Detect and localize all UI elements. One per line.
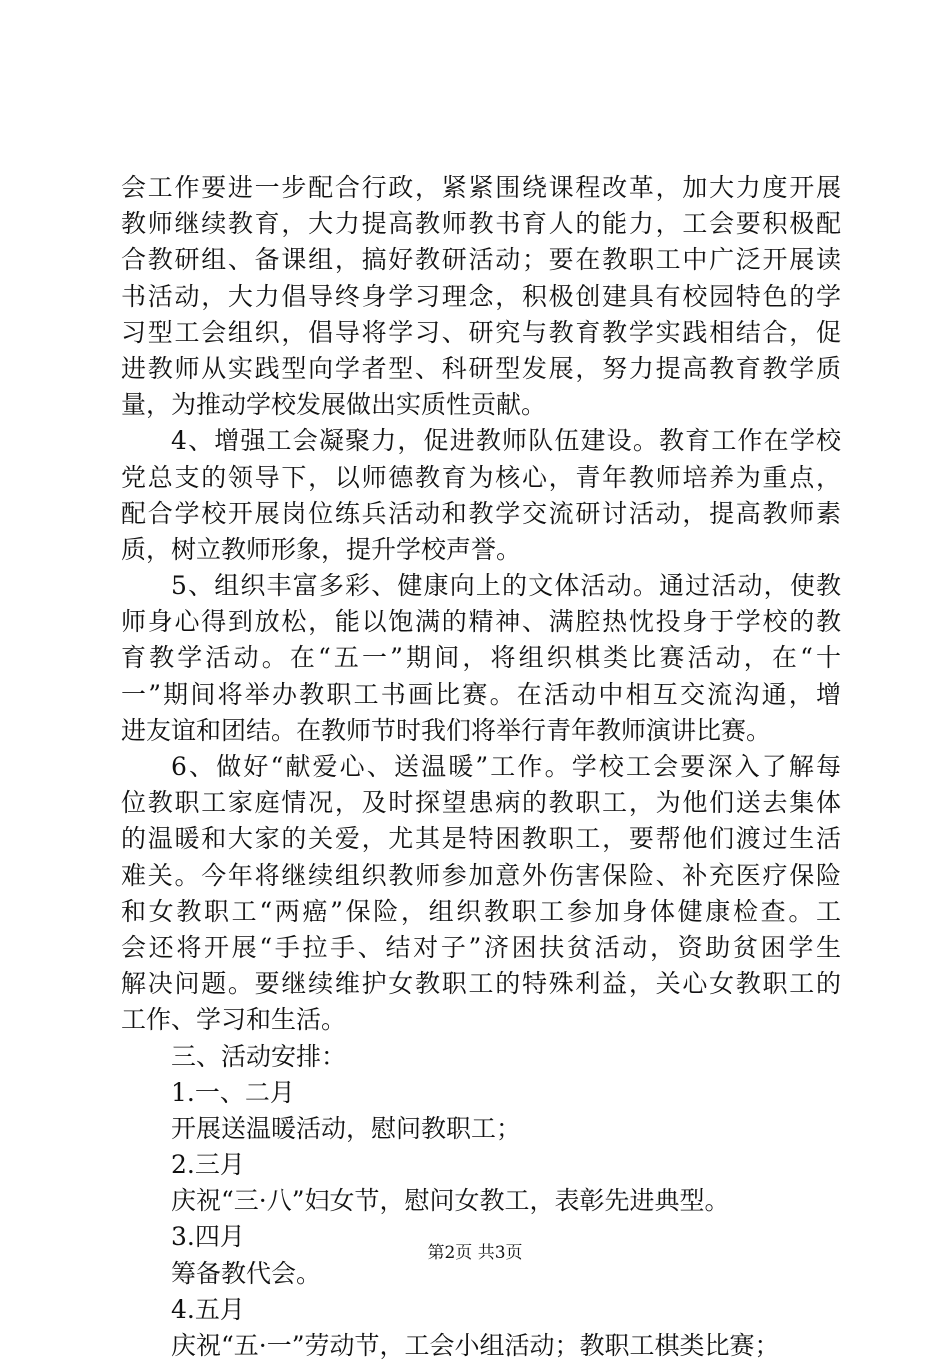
text-line: 一”期间将举办教职工书画比赛。在活动中相互交流沟通，增 (121, 679, 841, 709)
text-line: 习型工会组织，倡导将学习、研究与教育教学实践相结合，促 (121, 317, 841, 347)
text-line: 会还将开展“手拉手、结对子”济困扶贫活动，资助贫困学生 (121, 932, 841, 962)
text-line: 进教师从实践型向学者型、科研型发展，努力提高教育教学质 (121, 353, 841, 383)
text-line: 教师继续教育，大力提高教师教书育人的能力，工会要积极配 (121, 209, 841, 239)
schedule-activity: 开展送温暖活动，慰问教职工； (171, 1113, 522, 1143)
schedule-activity: 庆祝“五·一”劳动节，工会小组活动；教职工棋类比赛； (171, 1331, 780, 1360)
text-line: 的温暖和大家的关爱，尤其是特困教职工，要帮他们渡过生活 (121, 824, 841, 854)
schedule-activity: 筹备教代会。 (171, 1258, 322, 1288)
text-line: 进友谊和团结。在教师节时我们将举行青年教师演讲比赛。 (121, 715, 772, 745)
section-heading: 三、活动安排： (171, 1041, 347, 1071)
text-line: 量，为推动学校发展做出实质性贡献。 (121, 390, 547, 420)
schedule-month-label: 2.三月 (171, 1150, 245, 1180)
paragraph-item-6-heading: 6、做好“献爱心、送温暖”工作。学校工会要深入了解每 (171, 752, 841, 781)
schedule-month-label: 4.五月 (171, 1294, 245, 1324)
schedule-month-label: 3.四月 (171, 1222, 245, 1252)
text-line: 工作、学习和生活。 (121, 1005, 347, 1035)
text-line: 难关。今年将继续组织教师参加意外伤害保险、补充医疗保险 (121, 860, 841, 890)
schedule-month-label: 1.一、二月 (171, 1077, 295, 1107)
paragraph-item-4-heading: 4、增强工会凝聚力，促进教师队伍建设。教育工作在学校 (171, 426, 841, 456)
page-number: 第2页 共3页 (427, 1243, 523, 1263)
text-line: 和女教职工“两癌”保险，组织教职工参加身体健康检查。工 (121, 896, 841, 926)
text-line: 合教研组、备课组，搞好教研活动；要在教职工中广泛开展读 (121, 245, 841, 275)
document-body (121, 170, 841, 1364)
text-line: 位教职工家庭情况，及时探望患病的教职工，为他们送去集体 (121, 788, 841, 818)
text-line: 配合学校开展岗位练兵活动和教学交流研讨活动，提高教师素 (121, 498, 841, 528)
paragraph-item-5-heading: 5、组织丰富多彩、健康向上的文体活动。通过活动，使教 (171, 571, 841, 601)
text-line: 育教学活动。在“五一”期间，将组织棋类比赛活动，在“十 (121, 643, 841, 673)
schedule-activity: 庆祝“三·八”妇女节，慰问女教工，表彰先进典型。 (171, 1186, 730, 1216)
text-line: 党总支的领导下，以师德教育为核心，青年教师培养为重点， (121, 462, 841, 492)
text-line: 书活动，大力倡导终身学习理念，积极创建具有校园特色的学 (121, 281, 841, 311)
page-footer (0, 1242, 950, 1264)
text-line: 会工作要进一步配合行政，紧紧围绕课程改革，加大力度开展 (121, 173, 841, 202)
text-line: 解决问题。要继续维护女教职工的特殊利益，关心女教职工的 (121, 969, 841, 999)
text-line: 师身心得到放松，能以饱满的精神、满腔热忱投身于学校的教 (121, 607, 841, 637)
text-line: 质，树立教师形象，提升学校声誉。 (121, 534, 522, 564)
